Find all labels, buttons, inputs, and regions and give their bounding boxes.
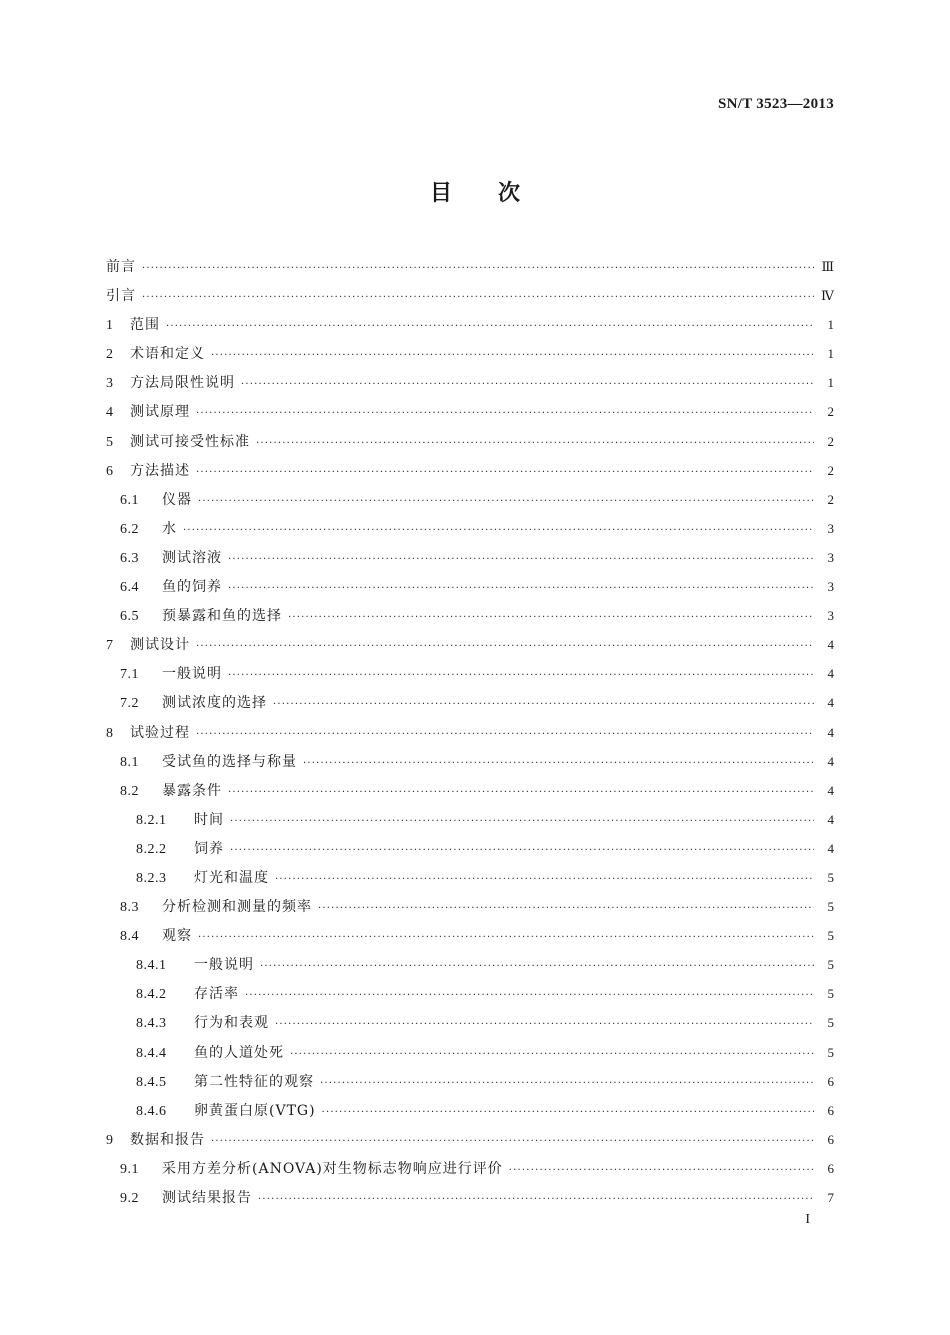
- toc-entry-label: 测试可接受性标准: [130, 433, 250, 450]
- toc-entry[interactable]: [106, 1154, 834, 1183]
- toc-entry-page: 2: [827, 433, 834, 449]
- toc-entry-label: 试验过程: [130, 724, 190, 741]
- page-title: 目次: [429, 181, 566, 206]
- toc-entry-page: 5: [827, 1044, 834, 1060]
- toc-entry-page: 4: [827, 724, 834, 740]
- toc-entry-number: 8.1: [120, 754, 139, 770]
- toc-leader-dots: [260, 952, 814, 981]
- toc-entry-page: 2: [827, 491, 834, 507]
- toc-entry-page: 3: [827, 549, 834, 565]
- toc-entry-number: 8.4.2: [136, 987, 167, 1003]
- toc-entry-page: 6: [827, 1102, 834, 1118]
- toc-entry[interactable]: [106, 514, 834, 543]
- toc-entry[interactable]: [106, 979, 834, 1008]
- toc-entry-label: 方法描述: [130, 462, 190, 479]
- toc-leader-dots: [198, 923, 814, 952]
- toc-entry-number: 2: [106, 347, 114, 363]
- toc-entry-label: 术语和定义: [130, 346, 205, 363]
- toc-entry-label: 暴露条件: [162, 782, 222, 799]
- toc-entry-number: 6.3: [120, 550, 139, 566]
- toc-leader-dots: [290, 1040, 814, 1069]
- toc-entry[interactable]: [106, 310, 834, 339]
- toc-entry[interactable]: [106, 368, 834, 397]
- toc-entry-number: 8: [106, 725, 114, 741]
- toc-entry[interactable]: [106, 950, 834, 979]
- toc-entry-page: 4: [827, 695, 834, 711]
- toc-entry-page: 4: [827, 840, 834, 856]
- toc-leader-dots: [228, 661, 814, 690]
- toc-entry[interactable]: [106, 776, 834, 805]
- table-of-contents: [106, 252, 834, 1212]
- toc-entry-label: 存活率: [194, 986, 239, 1003]
- toc-entry[interactable]: [106, 747, 834, 776]
- toc-entry[interactable]: [106, 572, 834, 601]
- toc-entry[interactable]: [106, 718, 834, 747]
- toc-leader-dots: [211, 341, 814, 370]
- toc-entry-label: 时间: [194, 811, 224, 828]
- toc-entry-page: 5: [827, 869, 834, 885]
- toc-entry-page: 4: [827, 811, 834, 827]
- toc-leader-dots: [211, 1127, 814, 1156]
- toc-leader-dots: [228, 545, 814, 574]
- toc-leader-dots: [228, 574, 814, 603]
- toc-entry-page: 3: [827, 608, 834, 624]
- toc-entry[interactable]: [106, 688, 834, 717]
- standard-number: SN/T 3523—2013: [717, 96, 834, 112]
- toc-entry-page: 1: [827, 346, 834, 362]
- toc-entry-label: 一般说明: [194, 957, 254, 974]
- toc-entry-number: 8.4.4: [136, 1045, 167, 1061]
- toc-leader-dots: [288, 603, 814, 632]
- toc-entry-page: 6: [827, 1131, 834, 1147]
- toc-leader-dots: [303, 749, 814, 778]
- toc-entry-label: 引言: [106, 288, 136, 305]
- toc-leader-dots: [230, 807, 814, 836]
- toc-entry[interactable]: [106, 805, 834, 834]
- toc-entry-number: 9: [106, 1132, 114, 1148]
- toc-leader-dots: [196, 399, 814, 428]
- toc-entry-label: 前言: [106, 259, 136, 275]
- toc-entry-page: 1: [827, 375, 834, 391]
- toc-entry-number: 8.4.5: [136, 1074, 167, 1090]
- toc-entry-page: 5: [827, 1015, 834, 1031]
- toc-entry[interactable]: [106, 1067, 834, 1096]
- toc-entry-label: 采用方差分析(ANOVA)对生物标志物响应进行评价: [162, 1160, 503, 1177]
- toc-entry-number: 8.2.2: [136, 841, 167, 857]
- toc-entry-page: 5: [827, 957, 834, 973]
- toc-entry[interactable]: [106, 921, 834, 950]
- toc-entry-number: 8.4.6: [136, 1103, 167, 1119]
- toc-leader-dots: [230, 836, 814, 865]
- toc-entry[interactable]: [106, 630, 834, 659]
- toc-entry-label: 观察: [162, 928, 192, 945]
- toc-entry-page: 7: [827, 1190, 834, 1205]
- toc-entry[interactable]: [106, 1125, 834, 1154]
- toc-entry-number: 7: [106, 638, 114, 654]
- toc-leader-dots: [142, 283, 814, 312]
- toc-entry-number: 7.2: [120, 696, 139, 712]
- toc-entry-page: 3: [827, 579, 834, 595]
- toc-entry-page: 4: [827, 637, 834, 653]
- toc-entry-label: 预暴露和鱼的选择: [162, 608, 282, 625]
- toc-entry-label: 水: [162, 520, 177, 537]
- toc-entry-label: 测试浓度的选择: [162, 695, 267, 712]
- toc-entry-number: 8.2.1: [136, 812, 167, 828]
- toc-entry[interactable]: [106, 485, 834, 514]
- toc-entry[interactable]: [106, 659, 834, 688]
- toc-entry-label: 卵黄蛋白原(VTG): [194, 1102, 316, 1119]
- toc-entry-number: 6.5: [120, 609, 139, 625]
- toc-entry-number: 5: [106, 434, 114, 450]
- toc-entry-page: 6: [827, 1160, 834, 1176]
- toc-entry-number: 8.4.1: [136, 958, 167, 974]
- toc-entry-number: 4: [106, 405, 114, 421]
- toc-leader-dots: [245, 981, 814, 1010]
- toc-leader-dots: [196, 458, 814, 487]
- toc-entry-number: 8.4.3: [136, 1016, 167, 1032]
- toc-leader-dots: [509, 1156, 814, 1185]
- toc-leader-dots: [196, 720, 814, 749]
- toc-entry[interactable]: [106, 1008, 834, 1037]
- toc-entry-page: 5: [827, 986, 834, 1002]
- toc-entry-label: 测试原理: [130, 404, 190, 421]
- toc-leader-dots: [196, 632, 814, 661]
- toc-entry-page: 4: [827, 753, 834, 769]
- toc-entry-page: 6: [827, 1073, 834, 1089]
- toc-entry-number: 6.2: [120, 521, 139, 537]
- toc-entry-page: 1: [827, 317, 834, 333]
- toc-entry[interactable]: [106, 397, 834, 426]
- toc-leader-dots: [258, 1185, 814, 1214]
- toc-entry-number: 9.1: [120, 1161, 139, 1177]
- toc-entry[interactable]: [106, 543, 834, 572]
- toc-entry-number: 6: [106, 463, 114, 479]
- toc-entry-label: 行为和表观: [194, 1015, 269, 1032]
- toc-entry[interactable]: [106, 863, 834, 892]
- toc-entry[interactable]: [106, 834, 834, 863]
- toc-entry-page: 5: [827, 899, 834, 915]
- toc-leader-dots: [198, 487, 814, 516]
- toc-entry-label: 数据和报告: [130, 1131, 205, 1148]
- toc-entry-label: 仪器: [162, 491, 192, 508]
- toc-leader-dots: [320, 1069, 814, 1098]
- toc-leader-dots: [275, 865, 814, 894]
- toc-entry-number: 3: [106, 376, 114, 392]
- toc-leader-dots: [241, 370, 814, 399]
- toc-entry-label: 灯光和温度: [194, 869, 269, 886]
- toc-entry-page: 4: [827, 666, 834, 682]
- toc-entry[interactable]: [106, 456, 834, 485]
- toc-entry-label: 一般说明: [162, 666, 222, 683]
- toc-entry[interactable]: [106, 601, 834, 630]
- toc-leader-dots: [275, 1010, 814, 1039]
- toc-entry-page: 4: [827, 782, 834, 798]
- toc-entry-page: 2: [827, 462, 834, 478]
- toc-leader-dots: [273, 690, 814, 719]
- toc-entry-label: 饲养: [194, 840, 224, 857]
- toc-entry-label: 受试鱼的选择与称量: [162, 753, 297, 770]
- toc-entry-label: 方法局限性说明: [130, 375, 235, 392]
- toc-entry[interactable]: [106, 281, 834, 310]
- toc-entry-number: 8.3: [120, 900, 139, 916]
- page-number: I: [805, 1212, 810, 1227]
- toc-leader-dots: [228, 778, 814, 807]
- toc-entry-number: 7.1: [120, 667, 139, 683]
- toc-entry-label: 鱼的人道处死: [194, 1044, 284, 1061]
- toc-entry[interactable]: [106, 427, 834, 456]
- toc-entry-label: 第二性特征的观察: [194, 1073, 314, 1090]
- toc-entry-page: 5: [827, 928, 834, 944]
- toc-entry-page: Ⅲ: [821, 259, 834, 274]
- toc-leader-dots: [166, 312, 814, 341]
- toc-entry-label: 测试结果报告: [162, 1190, 252, 1206]
- toc-leader-dots: [183, 516, 814, 545]
- toc-entry[interactable]: [106, 339, 834, 368]
- toc-leader-dots: [318, 894, 814, 923]
- toc-entry-number: 6.4: [120, 580, 139, 596]
- toc-entry-label: 范围: [130, 317, 160, 334]
- toc-entry[interactable]: [106, 1183, 834, 1212]
- toc-entry-page: Ⅳ: [821, 288, 834, 304]
- toc-entry-page: 2: [827, 404, 834, 420]
- toc-entry[interactable]: [106, 1038, 834, 1067]
- toc-entry-label: 测试溶液: [162, 549, 222, 566]
- toc-leader-dots: [256, 429, 814, 458]
- toc-entry-label: 测试设计: [130, 637, 190, 654]
- toc-entry-label: 鱼的饲养: [162, 579, 222, 596]
- toc-entry[interactable]: [106, 892, 834, 921]
- toc-leader-dots: [142, 254, 814, 283]
- toc-entry-number: 8.2.3: [136, 870, 167, 886]
- toc-leader-dots: [322, 1098, 814, 1127]
- toc-entry-page: 3: [827, 520, 834, 536]
- toc-entry-label: 分析检测和测量的频率: [162, 899, 312, 916]
- toc-entry[interactable]: [106, 252, 834, 281]
- toc-entry-number: 8.4: [120, 929, 139, 945]
- toc-entry-number: 8.2: [120, 783, 139, 799]
- toc-entry-number: 9.2: [120, 1191, 139, 1206]
- toc-entry-number: 1: [106, 318, 114, 334]
- toc-entry[interactable]: [106, 1096, 834, 1125]
- toc-entry-number: 6.1: [120, 492, 139, 508]
